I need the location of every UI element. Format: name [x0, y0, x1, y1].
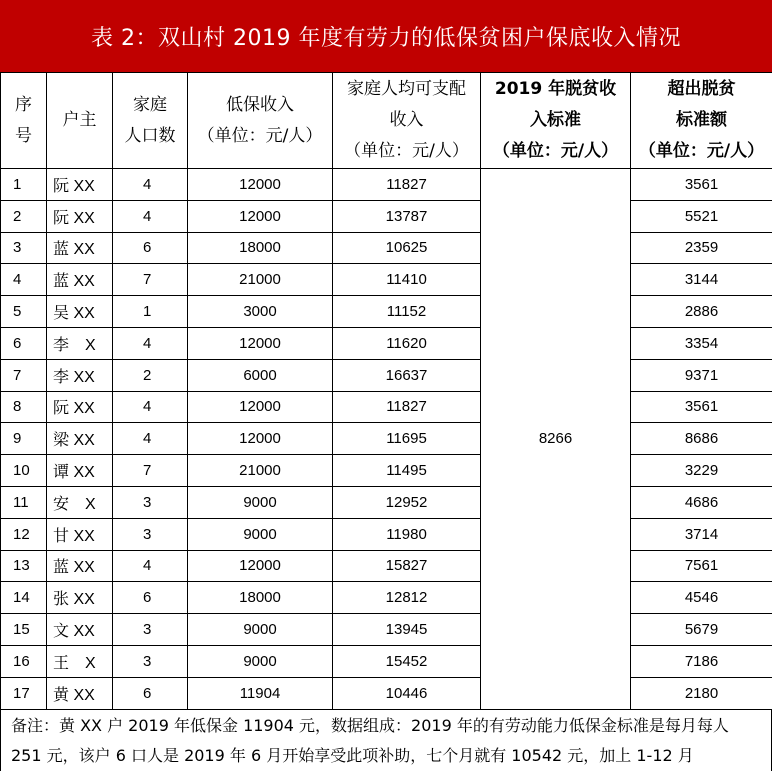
- header-dibao-income: [188, 73, 333, 169]
- cell-excess-amount: 2180: [631, 677, 772, 709]
- table-row: [1, 296, 772, 328]
- cell-disposable-income: 11695: [333, 423, 481, 455]
- header-standard-line1: 2019 年脱贫收: [494, 79, 617, 99]
- cell-dibao-income: 9000: [188, 486, 333, 518]
- cell-householder: 黄 XX: [47, 677, 113, 709]
- cell-family-size: 6: [113, 232, 188, 264]
- cell-index: 16: [1, 645, 47, 677]
- cell-index: 6: [1, 327, 47, 359]
- cell-dibao-income: 21000: [188, 455, 333, 487]
- cell-excess-amount: 3354: [631, 327, 772, 359]
- cell-disposable-income: 11495: [333, 455, 481, 487]
- cell-householder: 阮 XX: [47, 391, 113, 423]
- table-row: [1, 391, 772, 423]
- footnote-text: 备注：黄 XX 户 2019 年低保金 11904 元，数据组成：2019 年的有劳动能力低保金标准是每月每人 251 元，该户 6 口人是 2019 年 6 月开始享受此项补助，七个月就有 10542 元，加上 1-12 月: [11, 716, 729, 765]
- cell-disposable-income: 11620: [333, 327, 481, 359]
- cell-index: 3: [1, 232, 47, 264]
- header-family-size-line1: 家庭: [133, 94, 167, 115]
- cell-householder: 李 XX: [47, 359, 113, 391]
- cell-family-size: 1: [113, 296, 188, 328]
- cell-excess-amount: 5679: [631, 614, 772, 646]
- cell-family-size: 6: [113, 677, 188, 709]
- cell-householder: 谭 XX: [47, 455, 113, 487]
- cell-excess-amount: 4686: [631, 486, 772, 518]
- cell-index: 8: [1, 391, 47, 423]
- table-row: [1, 264, 772, 296]
- header-dibao-line1: 低保收入: [226, 94, 294, 115]
- cell-disposable-income: 10446: [333, 677, 481, 709]
- table-row: [1, 518, 772, 550]
- cell-index: 9: [1, 423, 47, 455]
- cell-excess-amount: 7186: [631, 645, 772, 677]
- cell-index: 15: [1, 614, 47, 646]
- cell-family-size: 6: [113, 582, 188, 614]
- cell-disposable-income: 12952: [333, 486, 481, 518]
- cell-index: 1: [1, 169, 47, 201]
- header-disposable-income: [333, 73, 481, 169]
- table-row: [1, 169, 772, 201]
- header-index: [1, 73, 47, 169]
- cell-family-size: 4: [113, 169, 188, 201]
- cell-excess-amount: 3561: [631, 391, 772, 423]
- cell-householder: 蓝 XX: [47, 232, 113, 264]
- header-family-size: [113, 73, 188, 169]
- cell-disposable-income: 11827: [333, 391, 481, 423]
- cell-dibao-income: 21000: [188, 264, 333, 296]
- cell-disposable-income: 12812: [333, 582, 481, 614]
- cell-family-size: 3: [113, 518, 188, 550]
- cell-disposable-income: 13945: [333, 614, 481, 646]
- cell-poverty-standard: 8266: [481, 169, 631, 710]
- table-row: [1, 455, 772, 487]
- table-row: [1, 200, 772, 232]
- cell-disposable-income: 11827: [333, 169, 481, 201]
- header-row: [1, 73, 772, 169]
- header-index-line2: 号: [15, 125, 32, 146]
- cell-dibao-income: 12000: [188, 550, 333, 582]
- table-title-text: 表 2：双山村 2019 年度有劳力的低保贫困户保底收入情况: [91, 25, 681, 51]
- cell-excess-amount: 8686: [631, 423, 772, 455]
- cell-family-size: 3: [113, 645, 188, 677]
- table-row: [1, 423, 772, 455]
- cell-householder: 蓝 XX: [47, 264, 113, 296]
- table-title: [0, 0, 772, 72]
- header-disposable-line2: 收入: [389, 110, 424, 130]
- header-disposable-line3: （单位：元/人）: [344, 141, 469, 161]
- table-row: [1, 645, 772, 677]
- cell-dibao-income: 12000: [188, 327, 333, 359]
- cell-dibao-income: 18000: [188, 582, 333, 614]
- cell-family-size: 4: [113, 423, 188, 455]
- cell-excess-amount: 2886: [631, 296, 772, 328]
- cell-householder: 李 X: [47, 327, 113, 359]
- cell-family-size: 4: [113, 550, 188, 582]
- cell-family-size: 7: [113, 264, 188, 296]
- cell-dibao-income: 12000: [188, 200, 333, 232]
- cell-dibao-income: 11904: [188, 677, 333, 709]
- cell-family-size: 2: [113, 359, 188, 391]
- cell-index: 11: [1, 486, 47, 518]
- table-row: [1, 677, 772, 709]
- cell-index: 14: [1, 582, 47, 614]
- cell-index: 5: [1, 296, 47, 328]
- header-excess-line3: （单位：元/人）: [638, 141, 765, 161]
- table-row: [1, 486, 772, 518]
- cell-dibao-income: 18000: [188, 232, 333, 264]
- cell-disposable-income: 11152: [333, 296, 481, 328]
- cell-family-size: 3: [113, 486, 188, 518]
- cell-disposable-income: 13787: [333, 200, 481, 232]
- header-excess-line2: 标准额: [676, 110, 727, 130]
- cell-householder: 甘 XX: [47, 518, 113, 550]
- cell-excess-amount: 9371: [631, 359, 772, 391]
- cell-family-size: 4: [113, 200, 188, 232]
- header-householder: [47, 73, 113, 169]
- header-disposable-line1: 家庭人均可支配: [347, 79, 466, 99]
- cell-householder: 王 X: [47, 645, 113, 677]
- cell-index: 4: [1, 264, 47, 296]
- cell-householder: 吴 XX: [47, 296, 113, 328]
- cell-family-size: 7: [113, 455, 188, 487]
- cell-dibao-income: 6000: [188, 359, 333, 391]
- cell-excess-amount: 3229: [631, 455, 772, 487]
- cell-index: 10: [1, 455, 47, 487]
- table-row: [1, 359, 772, 391]
- table-row: [1, 582, 772, 614]
- header-dibao-line2: （单位：元/人）: [197, 125, 323, 146]
- cell-index: 2: [1, 200, 47, 232]
- header-excess-line1: 超出脱贫: [667, 79, 736, 99]
- cell-disposable-income: 11980: [333, 518, 481, 550]
- footnote: [0, 709, 772, 771]
- cell-excess-amount: 2359: [631, 232, 772, 264]
- header-excess-amount: [631, 73, 772, 169]
- cell-index: 17: [1, 677, 47, 709]
- cell-dibao-income: 12000: [188, 391, 333, 423]
- table-row: [1, 327, 772, 359]
- cell-disposable-income: 10625: [333, 232, 481, 264]
- cell-excess-amount: 4546: [631, 582, 772, 614]
- cell-excess-amount: 3714: [631, 518, 772, 550]
- table-body: [1, 169, 772, 710]
- cell-dibao-income: 9000: [188, 645, 333, 677]
- header-family-size-line2: 人口数: [124, 125, 176, 146]
- cell-dibao-income: 12000: [188, 423, 333, 455]
- cell-index: 7: [1, 359, 47, 391]
- cell-family-size: 3: [113, 614, 188, 646]
- cell-excess-amount: 3144: [631, 264, 772, 296]
- cell-dibao-income: 3000: [188, 296, 333, 328]
- table-row: [1, 550, 772, 582]
- header-index-line1: 序: [15, 94, 32, 115]
- cell-dibao-income: 9000: [188, 614, 333, 646]
- header-standard-line2: 入标准: [530, 110, 581, 130]
- cell-disposable-income: 11410: [333, 264, 481, 296]
- cell-householder: 文 XX: [47, 614, 113, 646]
- header-poverty-standard: [481, 73, 631, 169]
- cell-householder: 阮 XX: [47, 169, 113, 201]
- table-row: [1, 614, 772, 646]
- header-householder-text: 户主: [62, 110, 97, 130]
- cell-index: 13: [1, 550, 47, 582]
- cell-disposable-income: 16637: [333, 359, 481, 391]
- cell-householder: 梁 XX: [47, 423, 113, 455]
- table-row: [1, 232, 772, 264]
- cell-excess-amount: 7561: [631, 550, 772, 582]
- income-table: [0, 72, 772, 710]
- header-standard-line3: （单位：元/人）: [492, 141, 619, 161]
- cell-householder: 张 XX: [47, 582, 113, 614]
- cell-disposable-income: 15827: [333, 550, 481, 582]
- cell-family-size: 4: [113, 327, 188, 359]
- cell-householder: 安 X: [47, 486, 113, 518]
- cell-dibao-income: 9000: [188, 518, 333, 550]
- cell-disposable-income: 15452: [333, 645, 481, 677]
- cell-dibao-income: 12000: [188, 169, 333, 201]
- cell-householder: 蓝 XX: [47, 550, 113, 582]
- cell-householder: 阮 XX: [47, 200, 113, 232]
- cell-excess-amount: 3561: [631, 169, 772, 201]
- cell-excess-amount: 5521: [631, 200, 772, 232]
- cell-index: 12: [1, 518, 47, 550]
- cell-family-size: 4: [113, 391, 188, 423]
